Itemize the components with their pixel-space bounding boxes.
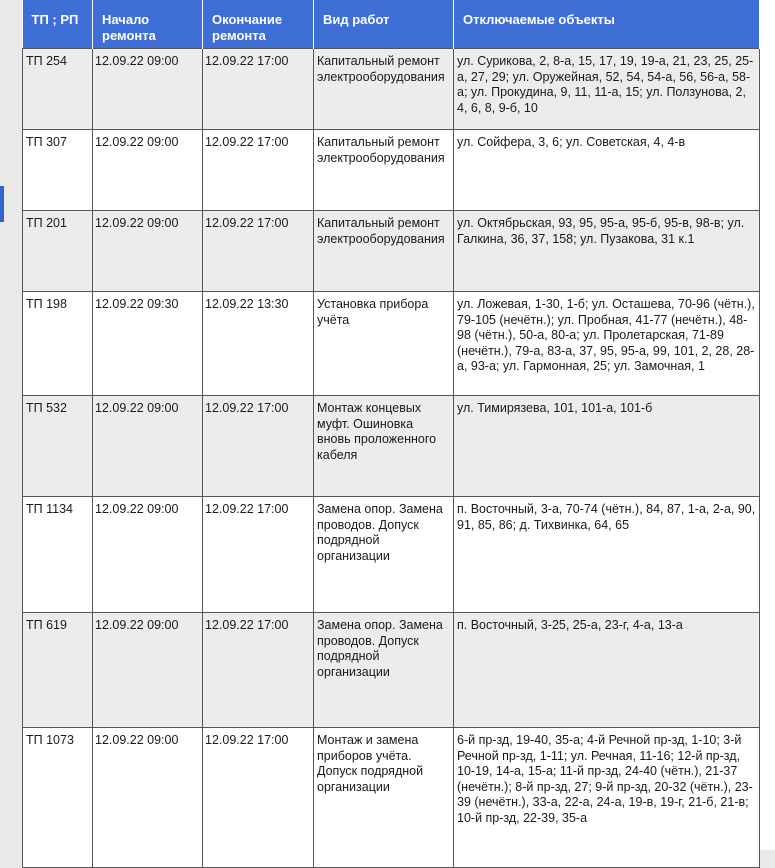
cell-tp: ТП 198 [23,292,93,396]
cell-start: 12.09.22 09:00 [93,211,203,292]
cell-start: 12.09.22 09:30 [93,292,203,396]
cell-end: 12.09.22 17:00 [203,613,314,728]
outage-table [22,0,760,868]
cell-start: 12.09.22 09:00 [93,613,203,728]
cell-tp: ТП 619 [23,613,93,728]
cell-start: 12.09.22 09:00 [93,49,203,130]
cell-objects: ул. Тимирязева, 101, 101-а, 101-б [454,396,760,497]
cell-work: Капитальный ремонт электрооборудования [314,130,454,211]
header-tp: ТП ; РП [23,0,93,49]
cell-tp: ТП 532 [23,396,93,497]
cell-end: 12.09.22 17:00 [203,396,314,497]
table-row [23,49,760,130]
header-end: Окончание ремонта [203,0,314,49]
table-row [23,728,760,868]
table-header-row [23,0,760,49]
cell-objects: ул. Сурикова, 2, 8-а, 15, 17, 19, 19-а, 21, 23, 25, 25-а, 27, 29; ул. Оружейная, 52, 54, 54-а, 56, 56-а, 58-а; ул. Прокудина, 9, 11, 11-а, 15; ул. Ползунова, 2, 4, 6, 8, 9-б, 10 [454,49,760,130]
cell-objects: 6-й пр-зд, 19-40, 35-а; 4-й Речной пр-зд, 1-10; 3-й Речной пр-зд, 1-11; ул. Речная, 11-16; 12-й пр-зд, 10-19, 14-а, 15-а; 11-й пр-зд, 24-40 (чётн.), 21-37 (нечётн.); 8-й пр-зд, 27; 9-й пр-зд, 20-32 (чётн.), 23-39 (нечётн.), 33-а, 22-а, 24-а, 19-в, 19-г, 21-б, 21-в; 10-й пр-зд, 22-39, 35-а [454,728,760,868]
cell-start: 12.09.22 09:00 [93,396,203,497]
left-selection-marker [0,186,4,222]
cell-start: 12.09.22 09:00 [93,728,203,868]
cell-end: 12.09.22 13:30 [203,292,314,396]
cell-work: Замена опор. Замена проводов. Допуск подрядной организации [314,497,454,613]
cell-work: Установка прибора учёта [314,292,454,396]
cell-objects: ул. Сойфера, 3, 6; ул. Советская, 4, 4-в [454,130,760,211]
table-row [23,396,760,497]
table-row [23,292,760,396]
table-row [23,497,760,613]
cell-tp: ТП 307 [23,130,93,211]
table-row [23,613,760,728]
table-row [23,211,760,292]
cell-end: 12.09.22 17:00 [203,497,314,613]
cell-tp: ТП 201 [23,211,93,292]
header-objects: Отключаемые объекты [454,0,760,49]
header-start: Начало ремонта [93,0,203,49]
cell-work: Монтаж и замена приборов учёта. Допуск подрядной организации [314,728,454,868]
cell-work: Капитальный ремонт электрооборудования [314,49,454,130]
cell-start: 12.09.22 09:00 [93,497,203,613]
cell-end: 12.09.22 17:00 [203,130,314,211]
header-work: Вид работ [314,0,454,49]
cell-objects: ул. Октябрьская, 93, 95, 95-а, 95-б, 95-в, 98-в; ул. Галкина, 36, 37, 158; ул. Пузакова, 31 к.1 [454,211,760,292]
cell-objects: ул. Ложевая, 1-30, 1-б; ул. Осташева, 70-96 (чётн.), 79-105 (нечётн.); ул. Пробная, 41-77 (нечётн.), 48-98 (чётн.), 50-а, 80-а; ул. Пролетарская, 71-89 (нечётн.), 79-а, 83-а, 37, 95, 95-а, 99, 101, 2, 28, 28-а, 93-а; ул. Гармонная, 25; ул. Замочная, 1 [454,292,760,396]
cell-objects: п. Восточный, 3-а, 70-74 (чётн.), 84, 87, 1-а, 2-а, 90, 91, 85, 86; д. Тихвинка, 64, 65 [454,497,760,613]
cell-end: 12.09.22 17:00 [203,211,314,292]
cell-work: Капитальный ремонт электрооборудования [314,211,454,292]
outage-schedule-sheet [22,0,775,850]
cell-tp: ТП 1134 [23,497,93,613]
cell-end: 12.09.22 17:00 [203,728,314,868]
table-row [23,130,760,211]
cell-start: 12.09.22 09:00 [93,130,203,211]
cell-objects: п. Восточный, 3-25, 25-а, 23-г, 4-а, 13-а [454,613,760,728]
cell-work: Замена опор. Замена проводов. Допуск подрядной организации [314,613,454,728]
cell-tp: ТП 1073 [23,728,93,868]
cell-tp: ТП 254 [23,49,93,130]
cell-work: Монтаж концевых муфт. Ошиновка вновь проложенного кабеля [314,396,454,497]
cell-end: 12.09.22 17:00 [203,49,314,130]
